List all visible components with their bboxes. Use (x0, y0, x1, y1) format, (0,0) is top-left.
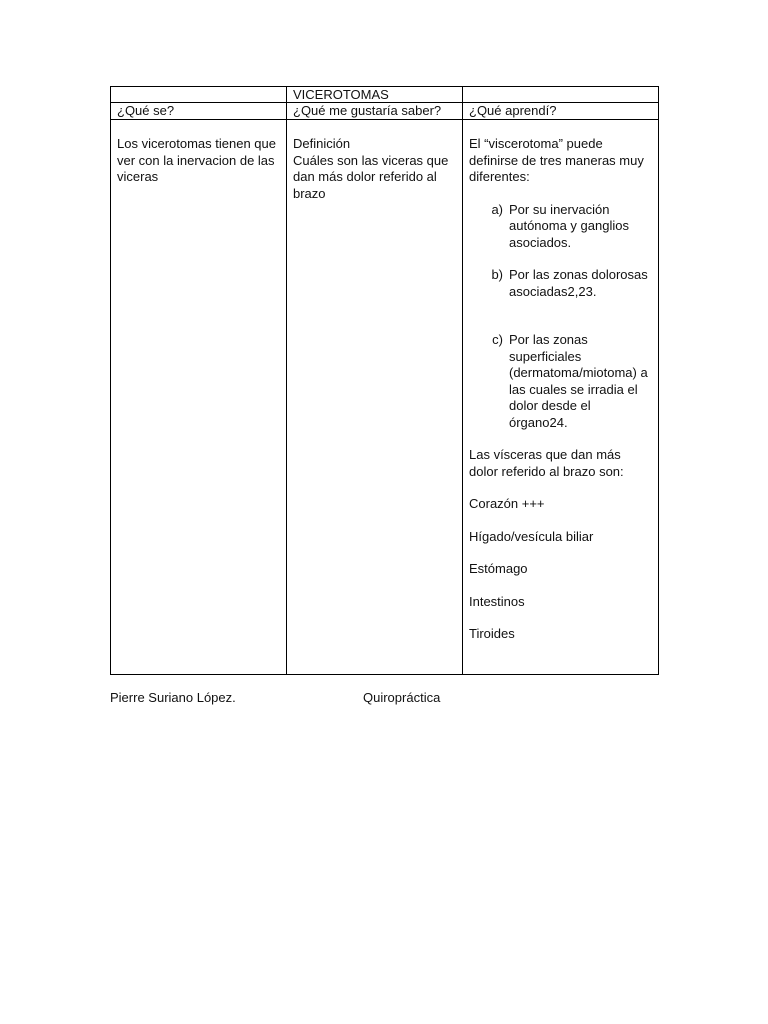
cell-what-i-learned (463, 120, 659, 675)
cell-what-i-know (111, 120, 287, 675)
subject-name: Quiropráctica (363, 690, 441, 705)
list-item (469, 202, 652, 252)
question-viscera: Cuáles son las viceras que dan más dolor referido al brazo (293, 152, 449, 201)
list-item (469, 267, 652, 300)
list-marker: b) (491, 267, 503, 282)
list-marker: c) (492, 332, 503, 347)
header-what-i-learned: ¿Qué aprendí? (463, 103, 659, 120)
list-item-text: Por las zonas dolorosas asociadas2,23. (509, 267, 648, 299)
table-body-row (111, 120, 659, 675)
header-what-i-know: ¿Qué se? (111, 103, 287, 120)
list-item (469, 332, 652, 431)
title-cell-empty-right (463, 87, 659, 103)
learned-intro: El “viscerotoma” puede definirse de tres maneras muy diferentes: (469, 136, 644, 184)
table-title-row (111, 87, 659, 103)
kwl-table (110, 86, 659, 675)
header-what-i-want-to-know: ¿Qué me gustaría saber? (287, 103, 463, 120)
table-header-row (111, 103, 659, 120)
organ-item: Corazón +++ (469, 496, 545, 511)
title-cell-empty-left (111, 87, 287, 103)
cell-what-i-want-to-know (287, 120, 463, 675)
definition-list (469, 202, 652, 432)
list-item-text: Por su inervación autónoma y ganglios asociados. (509, 201, 629, 250)
author-name: Pierre Suriano López. (110, 690, 236, 705)
organ-item: Hígado/vesícula biliar (469, 528, 594, 544)
list-marker: a) (491, 201, 503, 217)
question-definition: Definición (293, 136, 351, 151)
organ-item: Tiroides (469, 626, 515, 641)
known-text: Los vicerotomas tienen que ver con la inervacion de las viceras (117, 136, 276, 184)
table-title: VICEROTOMAS (287, 87, 463, 103)
organ-item: Intestinos (469, 593, 525, 609)
learned-summary: Las vísceras que dan más dolor referido al brazo son: (469, 447, 624, 479)
organ-item: Estómago (469, 561, 528, 576)
list-item-text: Por las zonas superficiales (dermatoma/miotoma) a las cuales se irradia el dolor desde el órgano24. (509, 332, 648, 430)
